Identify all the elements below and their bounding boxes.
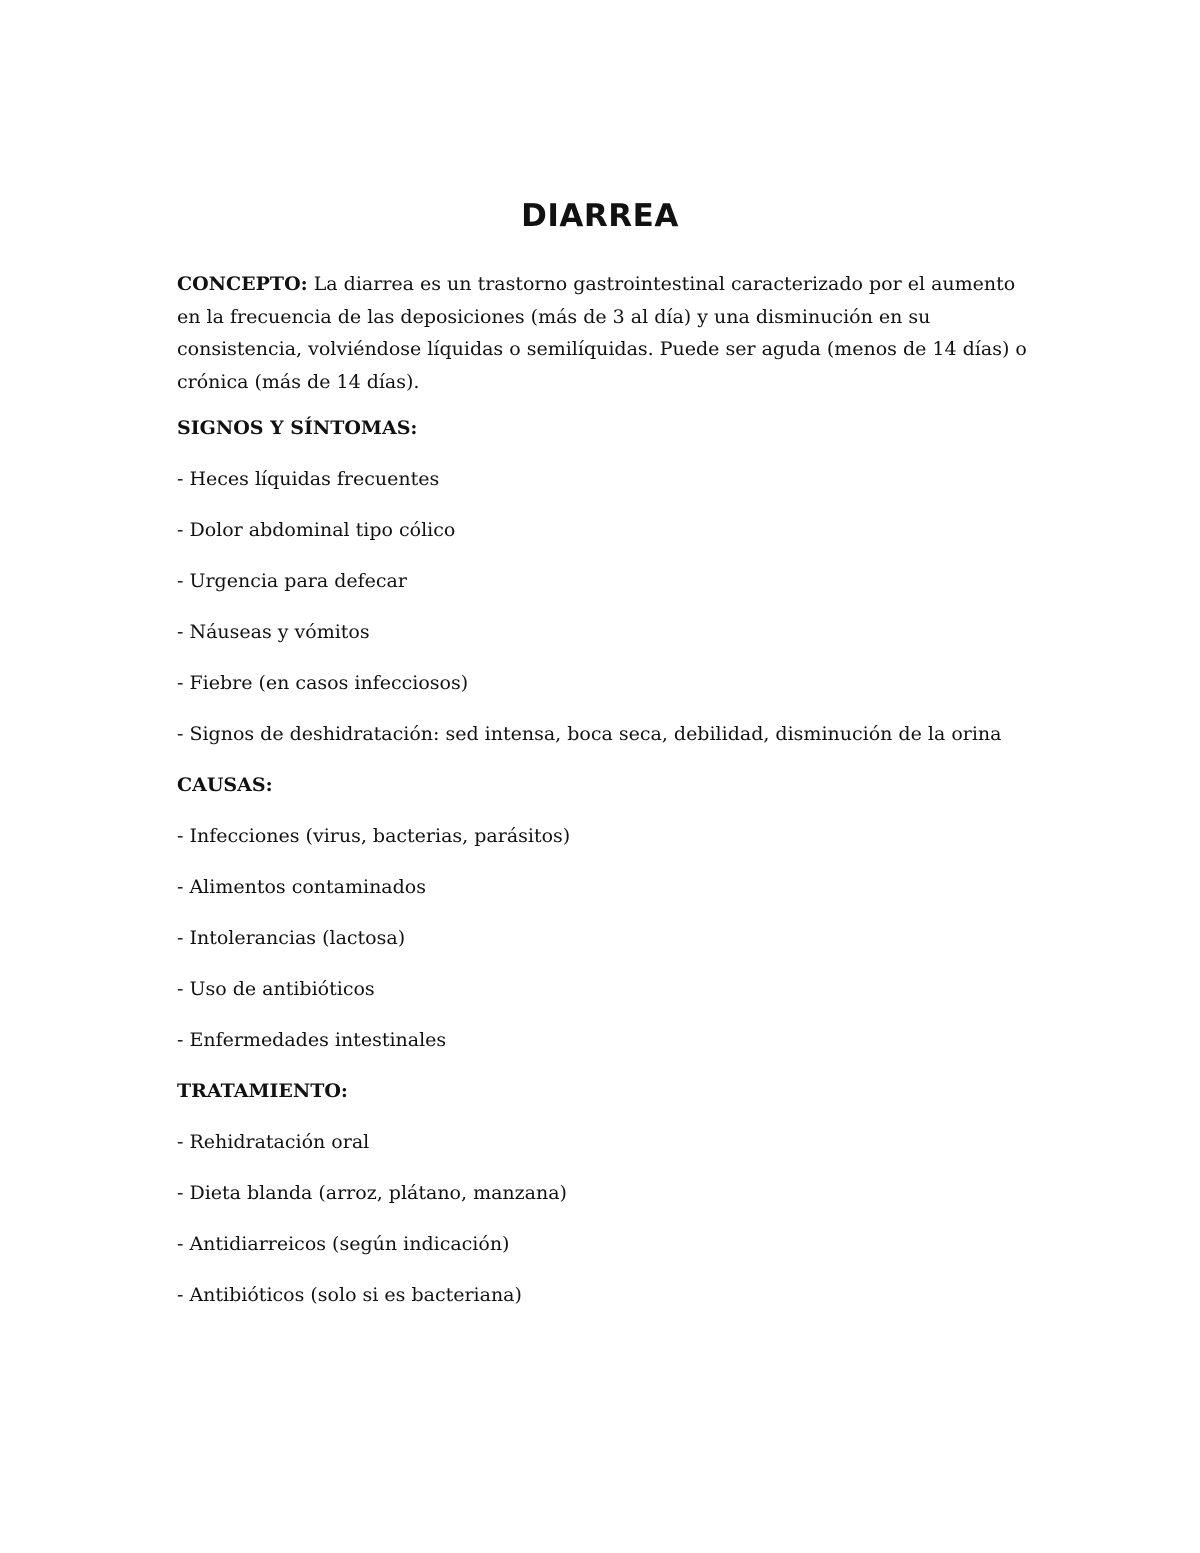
document-body bbox=[177, 268, 1037, 1330]
list-item: - Heces líquidas frecuentes bbox=[177, 468, 440, 490]
list-item: - Dieta blanda (arroz, plátano, manzana) bbox=[177, 1182, 567, 1204]
concept-label: CONCEPTO: bbox=[177, 273, 308, 295]
list-item: - Fiebre (en casos infecciosos) bbox=[177, 672, 469, 694]
section-heading: SIGNOS Y SÍNTOMAS: bbox=[177, 417, 418, 439]
symptoms-list bbox=[177, 463, 1037, 750]
list-item: - Signos de deshidratación: sed intensa, boca seca, debilidad, disminución de la orina bbox=[177, 723, 1002, 745]
list-item: - Intolerancias (lactosa) bbox=[177, 927, 406, 949]
causes-list bbox=[177, 820, 1037, 1056]
list-item: - Rehidratación oral bbox=[177, 1131, 370, 1153]
concept-text: La diarrea es un trastorno gastrointestinal caracterizado por el aumento en la frecuencia de las deposiciones (más de 3 al día) y una disminución en su consistencia, volviéndose líquidas o semilíquidas. Puede ser aguda (menos de 14 días) o crónica (más de 14 días). bbox=[177, 273, 1027, 393]
list-item: - Urgencia para defecar bbox=[177, 570, 407, 592]
section-causas bbox=[177, 769, 1037, 1056]
section-heading: TRATAMIENTO: bbox=[177, 1080, 348, 1102]
document-title: DIARREA bbox=[521, 198, 679, 234]
concept-paragraph bbox=[177, 268, 1037, 398]
section-signos-sintomas bbox=[177, 412, 1037, 750]
list-item: - Alimentos contaminados bbox=[177, 876, 426, 898]
section-tratamiento bbox=[177, 1075, 1037, 1311]
list-item: - Náuseas y vómitos bbox=[177, 621, 370, 643]
list-item: - Infecciones (virus, bacterias, parásitos) bbox=[177, 825, 571, 847]
list-item: - Uso de antibióticos bbox=[177, 978, 375, 1000]
list-item: - Dolor abdominal tipo cólico bbox=[177, 519, 456, 541]
treatment-list bbox=[177, 1126, 1037, 1311]
list-item: - Enfermedades intestinales bbox=[177, 1029, 447, 1051]
list-item: - Antibióticos (solo si es bacteriana) bbox=[177, 1284, 522, 1306]
list-item: - Antidiarreicos (según indicación) bbox=[177, 1233, 510, 1255]
section-heading: CAUSAS: bbox=[177, 774, 273, 796]
